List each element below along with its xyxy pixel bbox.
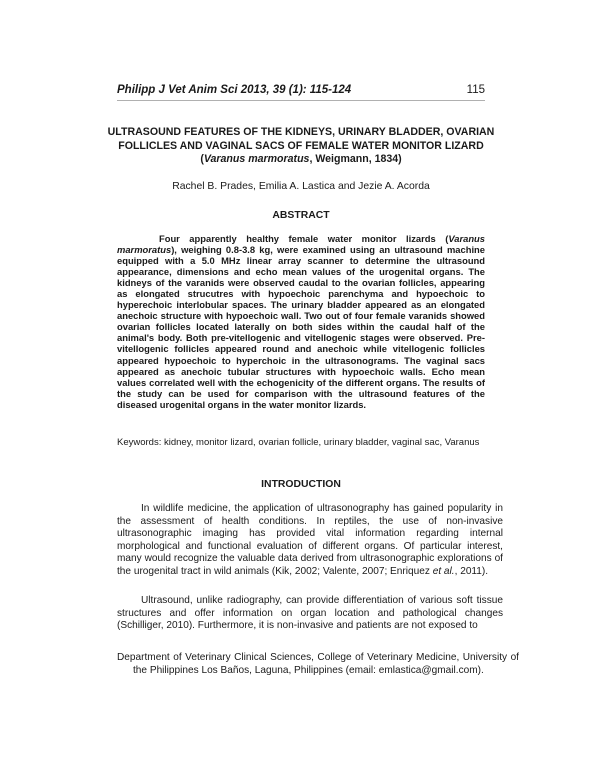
abstract-text-rest: ), weighing 0.8-3.8 kg, were examined using an ultrasound machine equipped with a 5.0 MHz linear array scanner to determine the ultrasound appearance, dimensions and echo mean values of the urogenital organs. The kidneys of the varanids were observed caudal to the ovarian follicles, appearing as elongated strucutres with hypoechoic parenchyma and hypoechoic to hyperechoic interlobular spaces. The urinary bladder appeared as an elongated anechoic structure with hypoechoic wall. Two out of four female varanids showed ovarian follicles located laterally on both sides within the caudal half of the animal's body. Both pre-vitellogenic and vitellogenic stages were observed. Pre-vitellogenic follicles appeared round and anechoic while vitellogenic follicles appeared hypoechoic to hyperchoic in the ultrasonograms. The vaginal sacs appeared as anechoic tubular structures with hypoechoic walls. Echo mean values correlated well with the echogenicity of the different organs. The results of the study can be used for comparison with the ultrasound features of the diseased urogenital organs in the water monitor lizards. [117, 244, 485, 410]
author-list: Rachel B. Prades, Emilia A. Lastica and Jezie A. Acorda [172, 181, 430, 192]
abstract-text-start: Four apparently healthy female water monitor lizards ( [159, 233, 449, 244]
abstract-species: Varanus marmoratus [117, 233, 485, 256]
title-line-3 [95, 153, 507, 167]
abstract-text [117, 233, 485, 410]
title-authority: , Weigmann, 1834) [309, 153, 402, 165]
page-number: 115 [466, 84, 485, 96]
para1-main: In wildlife medicine, the application of ultrasonography has gained popularity in the assessment of health conditions. In reptiles, the use of non-invasive ultrasonographic imaging has provided vital information regarding internal morphological and functional evaluation of different organs. Of particular interest, many would recognize the valuable data derived from ultrasonographic explorations of the urogenital tract in wild animals (Kik, 2002; Valente, 2007; Enriquez [117, 503, 503, 577]
para1-etal: et al. [432, 565, 455, 577]
article-title [95, 126, 507, 167]
introduction-paragraph-1 [117, 503, 503, 579]
para1-end: , 2011). [454, 565, 489, 577]
keywords: Keywords: kidney, monitor lizard, ovarian follicle, urinary bladder, vaginal sac, Varanus [117, 437, 480, 448]
introduction-heading: INTRODUCTION [261, 479, 341, 490]
title-line-1: ULTRASOUND FEATURES OF THE KIDNEYS, URINARY BLADDER, OVARIAN [107, 126, 495, 138]
title-open-paren: ( [200, 153, 204, 165]
title-species: Varanus marmoratus [203, 153, 310, 165]
journal-citation: Philipp J Vet Anim Sci 2013, 39 (1): 115-124 [117, 84, 352, 96]
title-line-2: FOLLICLES AND VAGINAL SACS OF FEMALE WATER MONITOR LIZARD [118, 139, 484, 152]
abstract-heading: ABSTRACT [272, 210, 330, 221]
running-header [117, 84, 485, 101]
introduction-paragraph-2: Ultrasound, unlike radiography, can provide differentiation of various soft tissue structures and offer information on organ location and pathological changes (Schilliger, 2010). Furthermore, it is non-invasive and patients are not exposed to [117, 595, 503, 632]
author-affiliation-footnote: Department of Veterinary Clinical Sciences, College of Veterinary Medicine, University of the Philippines Los Baños, Laguna, Philippines (email: emlastica@gmail.com). [117, 652, 519, 676]
